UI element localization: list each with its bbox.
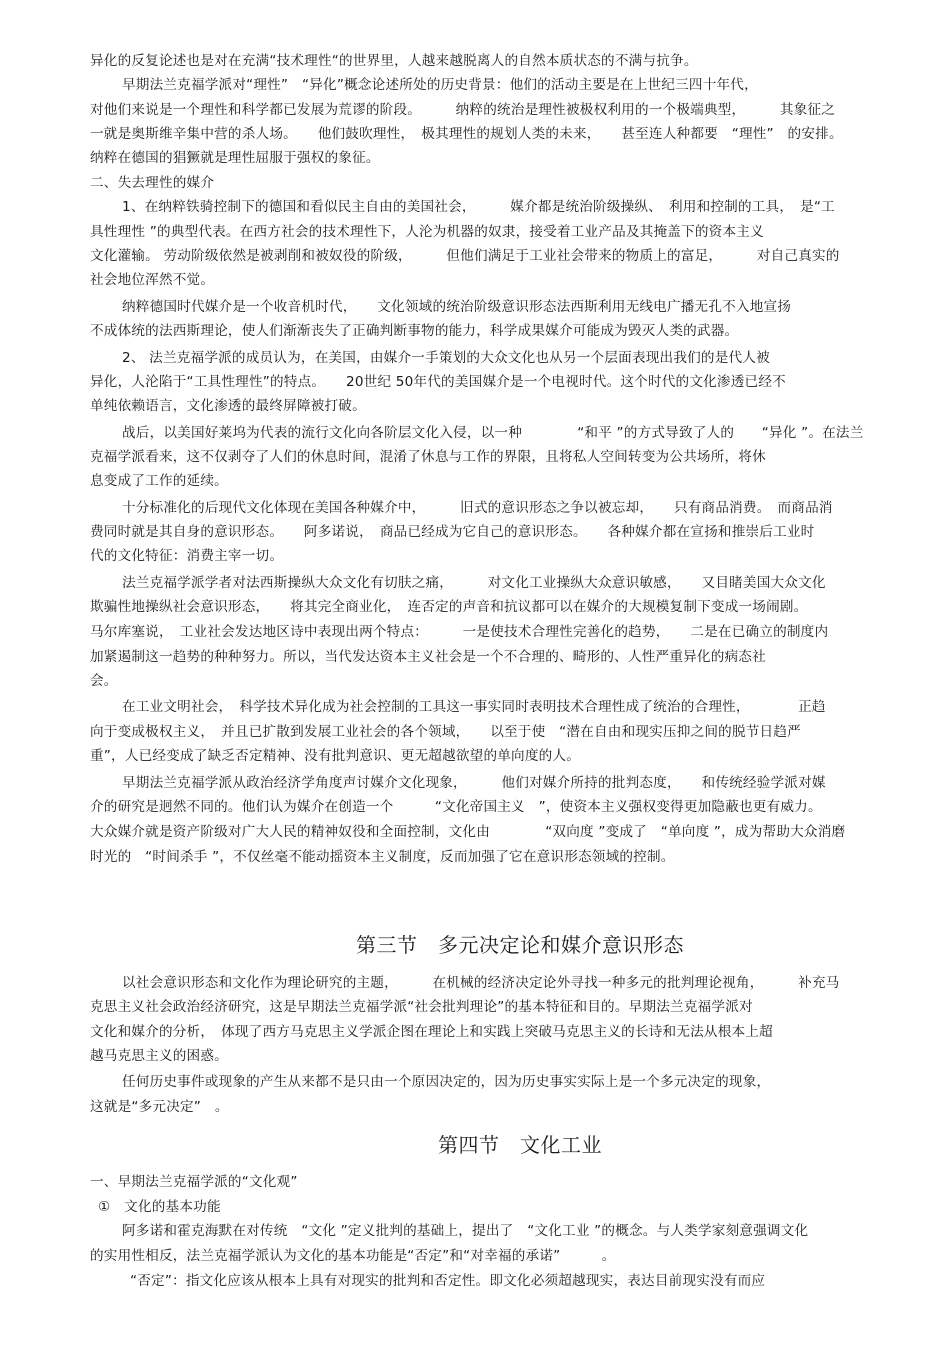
text-line: 向于变成极权主义， 并且已扩散到发展工业社会的各个领域， 以至于使 “潜在自由和现实压抑之间的脱节日趋严: [90, 724, 801, 740]
text-line: 息变成了工作的延续。: [90, 473, 228, 489]
text-line: 单纯依赖语言，文化渗透的最终屏障被打破。: [90, 398, 366, 414]
text-line: 克福学派看来，这不仅剥夺了人们的休息时间，混淆了休息与工作的界限，且将私人空间转变为公共场所，将休: [90, 449, 766, 465]
text-line: 战后，以美国好莱坞为代表的流行文化向各阶层文化入侵，以一种 “和平 ”的方式导致了人的 “异化 ”。在法兰: [122, 425, 864, 441]
text-line: 代的文化特征：消费主宰一切。: [90, 548, 284, 564]
text-line: 马尔库塞说， 工业社会发达地区诗中表现出两个特点： 一是使技术合理性完善化的趋势， 二是在已确立的制度内: [90, 624, 829, 640]
text-line: 阿多诺和霍克海默在对传统 “文化 ”定义批判的基础上，提出了 “文化工业 ”的概念。与人类学家刻意强调文化: [122, 1223, 809, 1239]
text-line: 纳粹德国时代媒介是一个收音机时代， 文化领域的统治阶级意识形态法西斯利用无线电广播无孔不入地宣扬: [122, 299, 792, 315]
text-line: 越马克思主义的困惑。: [90, 1048, 228, 1064]
text-line: 费同时就是其自身的意识形态。 阿多诺说， 商品已经成为它自己的意识形态。 各种媒介都在宣扬和推崇后工业时: [90, 524, 815, 540]
section-heading: 第三节 多元决定论和媒介意识形态: [356, 933, 684, 957]
text-line: 欺骗性地操纵社会意识形态， 将其完全商业化， 连否定的声音和抗议都可以在媒介的大规模复制下变成一场闹剧。: [90, 599, 808, 615]
text-line: 十分标准化的后现代文化体现在美国各种媒介中， 旧式的意识形态之争以被忘却， 只有商品消费。 而商品消: [122, 500, 833, 516]
text-line: 早期法兰克福学派对“理性” “异化”概念论述所处的历史背景：他们的活动主要是在上世纪三四十年代，: [122, 77, 758, 93]
text-line: 1、在纳粹铁骑控制下的德国和看似民主自由的美国社会， 媒介都是统治阶级操纵、 利用和控制的工具， 是“工: [122, 199, 835, 215]
text-line: 在工业文明社会， 科学技术异化成为社会控制的工具这一事实同时表明技术合理性成了统治的合理性， 正趋: [122, 699, 826, 715]
text-line: 异化的反复论述也是对在充满“技术理性“的世界里，人越来越脱离人的自然本质状态的不满与抗争。: [90, 53, 698, 69]
text-line: 重”，人已经变成了缺乏否定精神、没有批判意识、更无超越欲望的单向度的人。: [90, 748, 581, 764]
text-line: 以社会意识形态和文化作为理论研究的主题， 在机械的经济决定论外寻找一种多元的批判理论视角， 补充马: [122, 975, 840, 991]
text-line: 这就是“多元决定” 。: [90, 1099, 229, 1115]
text-line: 时光的 “时间杀手 ”，不仅丝毫不能动摇资本主义制度，反而加强了它在意识形态领域的控制。: [90, 849, 675, 865]
text-line: 会。: [90, 673, 118, 689]
text-line: 对他们来说是一个理性和科学都已发展为荒谬的阶段。 纳粹的统治是理性被极权利用的一个极端典型， 其象征之: [90, 102, 836, 118]
text-line: 介的研究是迥然不同的。他们认为媒介在创造一个 “文化帝国主义 ”，使资本主义强权变得更加隐蔽也更有威力。: [90, 799, 822, 815]
text-line: 法兰克福学派学者对法西斯操纵大众文化有切肤之痛， 对文化工业操纵大众意识敏感， 又目睹美国大众文化: [122, 575, 826, 591]
text-line: 任何历史事件或现象的产生从来都不是只由一个原因决定的，因为历史事实实际上是一个多元决定的现象，: [122, 1074, 771, 1090]
text-line: 文化灌输。 劳动阶级依然是被剥削和被奴役的阶级， 但他们满足于工业社会带来的物质上的富足， 对自己真实的: [90, 248, 840, 264]
text-line: 克思主义社会政治经济研究，这是早期法兰克福学派“社会批判理论”的基本特征和目的。早期法兰克福学派对: [90, 999, 753, 1015]
section-subheading: 二、失去理性的媒介: [90, 175, 215, 191]
text-line: 具性理性 ”的典型代表。在西方社会的技术理性下，人沦为机器的奴隶，接受着工业产品及其掩盖下的资本主义: [90, 224, 764, 240]
text-line: 不成体统的法西斯理论，使人们渐渐丧失了正确判断事物的能力，科学成果媒介可能成为毁灭人类的武器。: [90, 323, 739, 339]
section-subheading: 一、早期法兰克福学派的“文化观”: [90, 1174, 298, 1190]
text-line: 大众媒介就是资产阶级对广大人民的精神奴役和全面控制，文化由 “双向度 ”变成了 “单向度 ”，成为帮助大众消磨: [90, 824, 846, 840]
text-line: 文化和媒介的分析， 体现了西方马克思主义学派企图在理论上和实践上突破马克思主义的长诗和无法从根本上超: [90, 1024, 773, 1040]
text-line: 2、 法兰克福学派的成员认为，在美国，由媒介一手策划的大众文化也从另一个层面表现出我们的是代人被: [122, 350, 770, 366]
text-line: 一就是奥斯维辛集中营的杀人场。 他们鼓吹理性， 极其理性的规划人类的未来， 甚至连人种都要 “理性” 的安排。: [90, 126, 843, 142]
text-line: 早期法兰克福学派从政治经济学角度声讨媒介文化现象， 他们对媒介所持的批判态度， 和传统经验学派对媒: [122, 775, 826, 791]
section-heading: 第四节 文化工业: [438, 1133, 602, 1157]
text-line: 纳粹在德国的猖獗就是理性屈服于强权的象征。: [90, 150, 380, 166]
text-line: 异化，人沦陷于“工具性理性”的特点。 20世纪 50年代的美国媒介是一个电视时代。这个时代的文化渗透已经不: [90, 374, 786, 390]
text-line: 加紧遏制这一趋势的种种努力。所以，当代发达资本主义社会是一个不合理的、畸形的、人性严重异化的病态社: [90, 649, 766, 665]
section-subheading: ① 文化的基本功能: [98, 1199, 221, 1215]
text-line: 社会地位浑然不觉。: [90, 272, 215, 288]
text-line: “否定”：指文化应该从根本上具有对现实的批判和否定性。即文化必须超越现实，表达目前现实没有而应: [130, 1273, 766, 1289]
text-line: 的实用性相反，法兰克福学派认为文化的基本功能是“否定”和“对幸福的承诺” 。: [90, 1248, 616, 1264]
